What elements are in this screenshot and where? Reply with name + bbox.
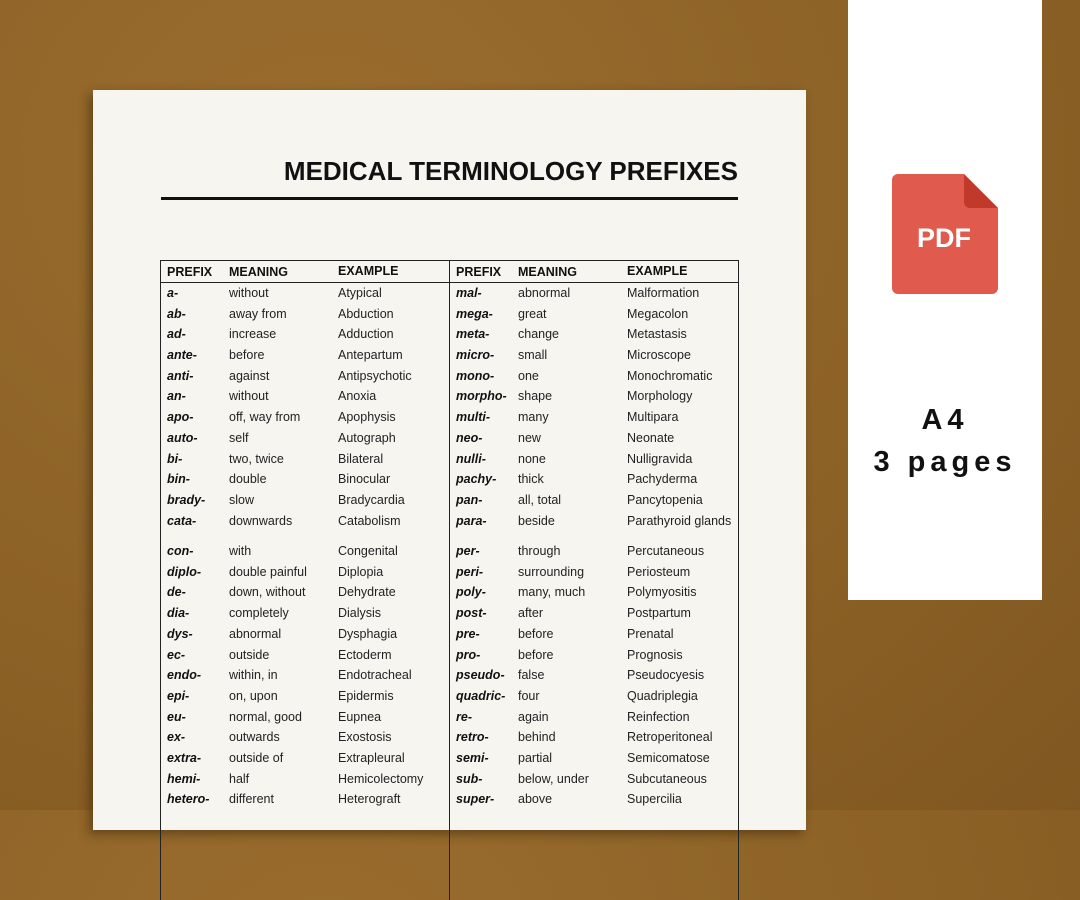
cell-prefix: meta- [456, 327, 490, 342]
cell-prefix: bi- [167, 451, 183, 466]
header-example: EXAMPLE [627, 264, 688, 278]
table-row [161, 771, 449, 792]
format-info-panel [848, 0, 1042, 600]
cell-example: Antepartum [338, 348, 403, 363]
cell-meaning: all, total [518, 492, 562, 507]
table-row [450, 729, 738, 750]
cell-meaning: without [229, 286, 269, 300]
cell-example: Adduction [338, 327, 394, 342]
cell-prefix: epi- [167, 688, 190, 703]
cell-example: Eupnea [338, 709, 382, 724]
cell-meaning: increase [229, 327, 277, 342]
cell-prefix: ec- [167, 647, 186, 662]
cell-prefix: anti- [167, 368, 194, 383]
cell-meaning: great [518, 306, 547, 321]
cell-example: Parathyroid glands [627, 513, 732, 528]
cell-meaning: below, under [518, 771, 589, 786]
cell-prefix: ab- [167, 306, 186, 321]
cell-example: Multipara [627, 410, 679, 425]
cell-example: Megacolon [627, 306, 689, 321]
cell-example: Catabolism [338, 513, 401, 528]
cell-meaning: down, without [229, 585, 306, 600]
cell-example: Diplopia [338, 564, 384, 579]
table-row [450, 306, 738, 327]
cell-meaning: away from [229, 306, 287, 321]
cell-prefix: quadric- [456, 688, 506, 703]
cell-prefix: hetero- [167, 792, 210, 807]
cell-meaning: self [229, 430, 249, 445]
table-row [450, 605, 738, 626]
table-row [450, 709, 738, 730]
cell-meaning: one [518, 368, 539, 383]
cell-example: Ectoderm [338, 647, 392, 662]
cell-example: Neonate [627, 430, 675, 445]
table-left-half [161, 261, 450, 900]
cell-meaning: downwards [229, 513, 293, 528]
cell-example: Quadriplegia [627, 688, 698, 703]
cell-example: Dialysis [338, 606, 382, 621]
table-row [450, 584, 738, 605]
cell-meaning: four [518, 688, 540, 703]
cell-example: Bradycardia [338, 492, 405, 507]
cell-meaning: behind [518, 730, 556, 745]
cell-meaning: before [518, 647, 554, 662]
table-row [450, 791, 738, 812]
cell-example: Hemicolectomy [338, 771, 424, 786]
cell-example: Metastasis [627, 327, 687, 342]
table-row [450, 451, 738, 472]
table-row [450, 688, 738, 709]
cell-example: Antipsychotic [338, 368, 412, 383]
table-row [161, 451, 449, 472]
prefix-table [160, 260, 739, 900]
cell-prefix: cata- [167, 513, 197, 528]
table-header [450, 261, 738, 283]
table-row [450, 388, 738, 409]
table-row [450, 564, 738, 585]
paper-size-label: A4 [921, 404, 969, 436]
cell-prefix: re- [456, 709, 472, 724]
table-row [161, 306, 449, 327]
header-meaning: MEANING [518, 264, 578, 279]
cell-prefix: dys- [167, 626, 193, 641]
cell-meaning: outside of [229, 750, 284, 765]
table-row [450, 409, 738, 430]
cell-meaning: outwards [229, 730, 280, 745]
cell-meaning: again [518, 709, 549, 724]
cell-meaning: outside [229, 647, 270, 662]
cell-meaning: with [229, 544, 252, 559]
table-row [161, 326, 449, 347]
table-row [161, 388, 449, 409]
cell-example: Reinfection [627, 709, 690, 724]
cell-prefix: endo- [167, 668, 202, 683]
cell-prefix: neo- [456, 430, 483, 445]
title-underline [161, 197, 738, 200]
cell-example: Periosteum [627, 564, 691, 579]
table-row [161, 626, 449, 647]
cell-example: Autograph [338, 430, 396, 445]
table-row [450, 430, 738, 451]
pdf-file-icon [892, 174, 998, 299]
table-row [161, 584, 449, 605]
cell-meaning: false [518, 668, 545, 683]
cell-prefix: peri- [456, 564, 484, 579]
cell-prefix: pan- [456, 492, 483, 507]
table-row [161, 492, 449, 513]
header-example: EXAMPLE [338, 264, 399, 278]
cell-prefix: dia- [167, 606, 190, 621]
cell-example: Bilateral [338, 451, 384, 466]
table-row [450, 647, 738, 668]
cell-example: Exostosis [338, 730, 392, 745]
cell-example: Prenatal [627, 626, 674, 641]
document-title: MEDICAL TERMINOLOGY PREFIXES [283, 156, 738, 186]
cell-meaning: surrounding [518, 564, 585, 579]
cell-meaning: different [229, 792, 274, 807]
cell-prefix: morpho- [456, 389, 507, 404]
cell-example: Percutaneous [627, 544, 705, 559]
document-page [93, 90, 806, 830]
cell-prefix: para- [456, 513, 487, 528]
cell-meaning: partial [518, 750, 553, 765]
table-row [450, 543, 738, 564]
cell-meaning: shape [518, 389, 553, 404]
cell-prefix: micro- [456, 348, 495, 363]
table-row [450, 626, 738, 647]
cell-example: Morphology [627, 389, 693, 404]
cell-prefix: post- [456, 606, 487, 621]
cell-meaning: before [518, 626, 554, 641]
cell-meaning: through [518, 544, 561, 559]
cell-prefix: mal- [456, 286, 482, 300]
cell-example: Semicomatose [627, 750, 710, 765]
cell-meaning: slow [229, 492, 255, 507]
cell-prefix: hemi- [167, 771, 201, 786]
cell-example: Prognosis [627, 647, 683, 662]
cell-meaning: above [518, 792, 553, 807]
table-row [161, 750, 449, 771]
table-row [450, 347, 738, 368]
cell-meaning: normal, good [229, 709, 302, 724]
cell-prefix: de- [167, 585, 186, 600]
cell-prefix: an- [167, 389, 186, 404]
cell-example: Anoxia [338, 389, 377, 404]
cell-meaning: without [229, 389, 269, 404]
cell-meaning: thick [518, 472, 544, 487]
cell-meaning: beside [518, 513, 555, 528]
table-row [450, 368, 738, 389]
cell-example: Postpartum [627, 606, 691, 621]
cell-example: Binocular [338, 472, 391, 487]
cell-example: Retroperitoneal [627, 730, 713, 745]
cell-prefix: pseudo- [456, 668, 505, 683]
cell-meaning: two, twice [229, 451, 284, 466]
cell-prefix: pachy- [456, 472, 497, 487]
cell-meaning: abnormal [229, 626, 282, 641]
table-row [161, 409, 449, 430]
table-row [161, 729, 449, 750]
table-row [161, 368, 449, 389]
table-right-half [450, 261, 738, 900]
table-row [450, 667, 738, 688]
table-row [161, 513, 449, 544]
cell-prefix: diplo- [167, 564, 202, 579]
table-row [161, 709, 449, 730]
table-body-right [450, 285, 738, 812]
cell-example: Monochromatic [627, 368, 713, 383]
cell-example: Dehydrate [338, 585, 396, 600]
table-body-left [161, 285, 449, 812]
table-row [161, 430, 449, 451]
table-row [450, 513, 738, 544]
table-header [161, 261, 449, 283]
cell-example: Pseudocyesis [627, 668, 705, 683]
cell-meaning: on, upon [229, 688, 278, 703]
cell-prefix: semi- [456, 750, 489, 765]
table-row [450, 771, 738, 792]
cell-example: Apophysis [338, 410, 396, 425]
cell-meaning: abnormal [518, 286, 571, 300]
cell-example: Supercilia [627, 792, 682, 807]
cell-example: Nulligravida [627, 451, 693, 466]
cell-prefix: retro- [456, 730, 489, 745]
cell-meaning: against [229, 368, 270, 383]
cell-prefix: pro- [456, 647, 481, 662]
cell-prefix: auto- [167, 430, 198, 445]
table-row [161, 647, 449, 668]
cell-meaning: completely [229, 606, 289, 621]
cell-example: Microscope [627, 348, 691, 363]
table-row [161, 605, 449, 626]
cell-prefix: ex- [167, 730, 186, 745]
cell-prefix: apo- [167, 410, 194, 425]
header-prefix: PREFIX [167, 264, 213, 279]
cell-example: Abduction [338, 306, 394, 321]
cell-meaning: double [229, 472, 267, 487]
cell-example: Pachyderma [627, 472, 698, 487]
cell-example: Polymyositis [627, 585, 697, 600]
table-row [161, 471, 449, 492]
cell-prefix: con- [167, 544, 194, 559]
cell-example: Heterograft [338, 792, 401, 807]
table-row [161, 285, 449, 306]
cell-example: Endotracheal [338, 668, 412, 683]
table-row [161, 667, 449, 688]
cell-meaning: half [229, 771, 250, 786]
cell-meaning: off, way from [229, 410, 301, 425]
table-row [450, 285, 738, 306]
cell-prefix: per- [456, 544, 480, 559]
cell-meaning: many [518, 410, 549, 425]
cell-example: Extrapleural [338, 750, 405, 765]
cell-meaning: double painful [229, 564, 307, 579]
pdf-icon-label: PDF [917, 223, 971, 253]
cell-prefix: eu- [167, 709, 186, 724]
page-count-label: 3 pages [873, 446, 1017, 478]
cell-meaning: none [518, 451, 546, 466]
cell-meaning: before [229, 348, 265, 363]
cell-prefix: nulli- [456, 451, 486, 466]
cell-example: Malformation [627, 286, 700, 300]
cell-prefix: extra- [167, 750, 202, 765]
table-row [161, 688, 449, 709]
table-row [450, 326, 738, 347]
cell-prefix: a- [167, 286, 179, 300]
cell-prefix: mega- [456, 306, 493, 321]
cell-prefix: super- [456, 792, 495, 807]
table-row [161, 564, 449, 585]
cell-meaning: after [518, 606, 544, 621]
cell-prefix: ante- [167, 348, 197, 363]
cell-meaning: new [518, 430, 541, 445]
table-row [161, 543, 449, 564]
cell-example: Atypical [338, 286, 382, 300]
header-prefix: PREFIX [456, 264, 502, 279]
cell-example: Congenital [338, 544, 398, 559]
cell-meaning: many, much [518, 585, 586, 600]
table-row [450, 492, 738, 513]
cell-meaning: within, in [229, 668, 278, 683]
cell-prefix: brady- [167, 492, 206, 507]
table-row [450, 471, 738, 492]
cell-prefix: poly- [456, 585, 486, 600]
cell-example: Epidermis [338, 688, 394, 703]
cell-prefix: multi- [456, 410, 491, 425]
header-meaning: MEANING [229, 264, 289, 279]
cell-prefix: pre- [456, 626, 480, 641]
table-row [161, 347, 449, 368]
cell-example: Subcutaneous [627, 771, 707, 786]
cell-prefix: sub- [456, 771, 483, 786]
cell-prefix: bin- [167, 472, 190, 487]
cell-example: Pancytopenia [627, 492, 703, 507]
cell-meaning: change [518, 327, 560, 342]
cell-meaning: small [518, 348, 548, 363]
table-row [161, 791, 449, 812]
cell-prefix: mono- [456, 368, 495, 383]
cell-example: Dysphagia [338, 626, 398, 641]
cell-prefix: ad- [167, 327, 186, 342]
table-row [450, 750, 738, 771]
